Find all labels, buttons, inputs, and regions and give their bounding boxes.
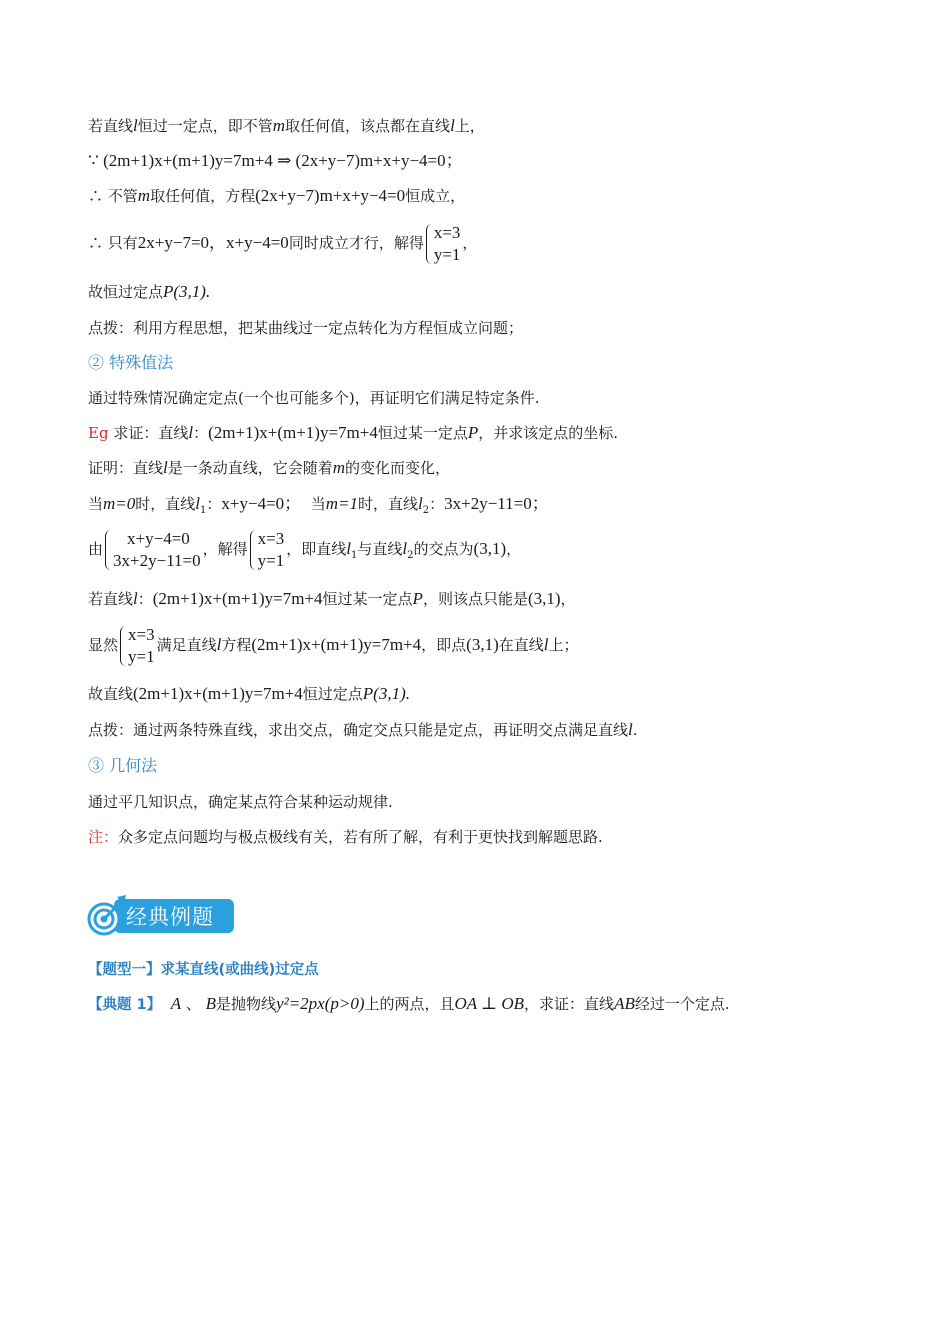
example-line: 【典题 1】 A 、 B是抛物线y²=2px(p>0)上的两点，且OA ⊥ OB，求证：直线AB经过一个定点.	[88, 994, 730, 1013]
equation-system: x+y−4=0 3x+2y−11=0	[105, 528, 201, 572]
text: ，	[462, 234, 478, 252]
text-line: 显然 x=3 y=1 满足直线l方程(2m+1)x+(m+1)y=7m+4，即点(3,1)在直线l上；	[88, 625, 579, 666]
equation-system: x=3 y=1	[250, 528, 285, 572]
note-tag: 注：	[88, 828, 119, 846]
text: 取任何值，方程	[150, 187, 256, 205]
text-line: 故直线(2m+1)x+(m+1)y=7m+4恒过定点P(3,1).	[88, 684, 411, 703]
equation-system: x=3 y=1	[120, 624, 155, 668]
equation-system: x=3 y=1	[426, 222, 461, 266]
question-type-title: 【题型一】求某直线(或曲线)过定点	[88, 962, 319, 978]
var-m: m	[137, 186, 151, 205]
text: 取任何值，该点都在直线	[285, 117, 451, 135]
banner-title: 经典例题	[126, 905, 214, 929]
equation: (2m+1)x+(m+1)y=7m+4	[208, 423, 378, 442]
text: 恒过一定点，即不管	[137, 117, 273, 135]
text: 若直线	[88, 117, 134, 135]
text-line	[88, 186, 465, 206]
equation: 2x+y−7=0，x+y−4=0	[137, 233, 289, 252]
text: 故恒过定点	[88, 283, 164, 301]
tip-line: 点拨：利用方程思想，把某曲线过一定点转化为方程恒成立问题；	[88, 319, 524, 337]
equation-line: ∵ (2m+1)x+(m+1)y=7m+4 ⇒ (2x+y−7)m+x+y−4=0；	[88, 151, 463, 170]
section-heading: ② 特殊值法	[88, 353, 174, 372]
parabola-equation: y²=2px(p>0)	[276, 994, 365, 1013]
text-line: 通过平几知识点，确定某点符合某种运动规律.	[88, 793, 393, 811]
section-heading: ③ 几何法	[88, 756, 158, 775]
text: 恒成立，	[405, 187, 466, 205]
example-tag: 【典题 1】	[88, 997, 162, 1013]
eg-tag: Eg	[88, 424, 109, 442]
text: ∴ 只有	[88, 234, 138, 252]
text-line: 证明：直线l是一条动直线，它会随着m的变化而变化，	[88, 458, 451, 477]
text: 同时成立才行，解得	[288, 234, 424, 252]
text-line	[88, 282, 210, 302]
note-line: 注：众多定点问题均与极点极线有关，若有所了解，有利于更快找到解题思路.	[88, 828, 603, 846]
text-line: 由 x+y−4=0 3x+2y−11=0 ，解得 x=3 y=1 ，即直线$l_1$与直线$l_2$的交点为(3,1)，	[88, 529, 522, 570]
equation: (2x+y−7)m+x+y−4=0	[255, 186, 406, 205]
var-m: m	[272, 116, 286, 135]
tip-line: 点拨：通过两条特殊直线，求出交点，确定交点只能是定点，再证明交点满足直线l.	[88, 720, 638, 739]
text: ∴ 不管	[88, 187, 138, 205]
text: 上，	[454, 117, 485, 135]
text-line	[88, 222, 477, 266]
section-banner	[86, 893, 236, 941]
point-p: P(3,1).	[163, 282, 211, 301]
text-line	[88, 116, 485, 136]
text-line: 当m=0时，直线$l_1$：x+y−4=0； 当m=1时，直线$l_2$：3x+2y−11=0；	[88, 494, 549, 516]
text-line: 通过特殊情况确定定点(一个也可能多个)，再证明它们满足特定条件.	[88, 389, 540, 407]
target-arrow-icon	[86, 893, 130, 939]
text-line: Eg 求证：直线l：(2m+1)x+(m+1)y=7m+4恒过某一定点P，并求该定点的坐标.	[88, 423, 619, 442]
var-l: l	[133, 116, 138, 135]
var-l: l	[450, 116, 455, 135]
text-line: 若直线l：(2m+1)x+(m+1)y=7m+4恒过某一定点P，则该点只能是(3,1)，	[88, 589, 576, 608]
